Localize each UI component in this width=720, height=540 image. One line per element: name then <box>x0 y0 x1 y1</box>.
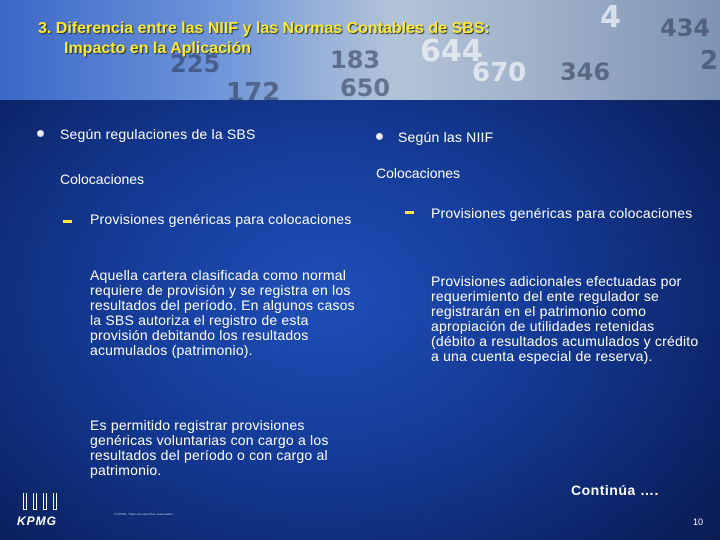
left-item-title: Provisiones genéricas para colocaciones <box>90 211 352 227</box>
dash-icon <box>405 211 414 214</box>
slide-title <box>38 19 658 59</box>
left-subheading: Colocaciones <box>60 171 145 187</box>
left-heading: Según regulaciones de la SBS <box>60 126 256 142</box>
kpmg-logo <box>17 493 77 531</box>
header-number: 225 <box>170 50 221 78</box>
header-number: 2 <box>700 46 719 76</box>
logo-wordmark: KPMG <box>17 514 57 528</box>
header-number: 650 <box>340 74 391 100</box>
header-number: 644 <box>420 34 483 69</box>
right-paragraph-1: Provisiones adicionales efectuadas por requerimiento del ente regulador se registrarán en el patrimonio como apropiación de utilidades retenidas (débito a resultados acumulados y crédito a una cuenta especial de reserva). <box>431 273 699 364</box>
page-number: 10 <box>693 517 704 527</box>
bullet-icon <box>37 130 44 137</box>
header-number: 670 <box>472 58 527 88</box>
right-item-title: Provisiones genéricas para colocaciones <box>431 205 693 221</box>
header-number: 346 <box>560 58 611 86</box>
footer-fine-print: © KPMG. Todos los derechos reservados. <box>114 512 174 516</box>
right-subheading: Colocaciones <box>376 165 461 181</box>
title-line-2: Impacto en la Aplicación <box>64 40 252 57</box>
continue-label: Continúa …. <box>571 482 659 498</box>
right-heading: Según las NIIF <box>398 129 494 145</box>
dash-icon <box>63 220 72 223</box>
left-paragraph-2: Es permitido registrar provisiones genéricas voluntarias con cargo a los resultados del período o con cargo al patrimonio. <box>90 417 329 478</box>
left-paragraph-1: Aquella cartera clasificada como normal requiere de provisión y se registra en los resultados del período. En algunos casos la SBS autoriza el registro de esta provisión debitando los resultados acumulados (patrimonio). <box>90 267 355 358</box>
bullet-icon <box>376 133 383 140</box>
header-number: 434 <box>660 14 711 42</box>
title-line-1: 3. Diferencia entre las NIIF y las Normas Contables de SBS: <box>38 20 490 37</box>
header-number: 4 <box>600 0 621 35</box>
header-number: 183 <box>330 46 381 74</box>
header-number: 172 <box>226 78 281 100</box>
